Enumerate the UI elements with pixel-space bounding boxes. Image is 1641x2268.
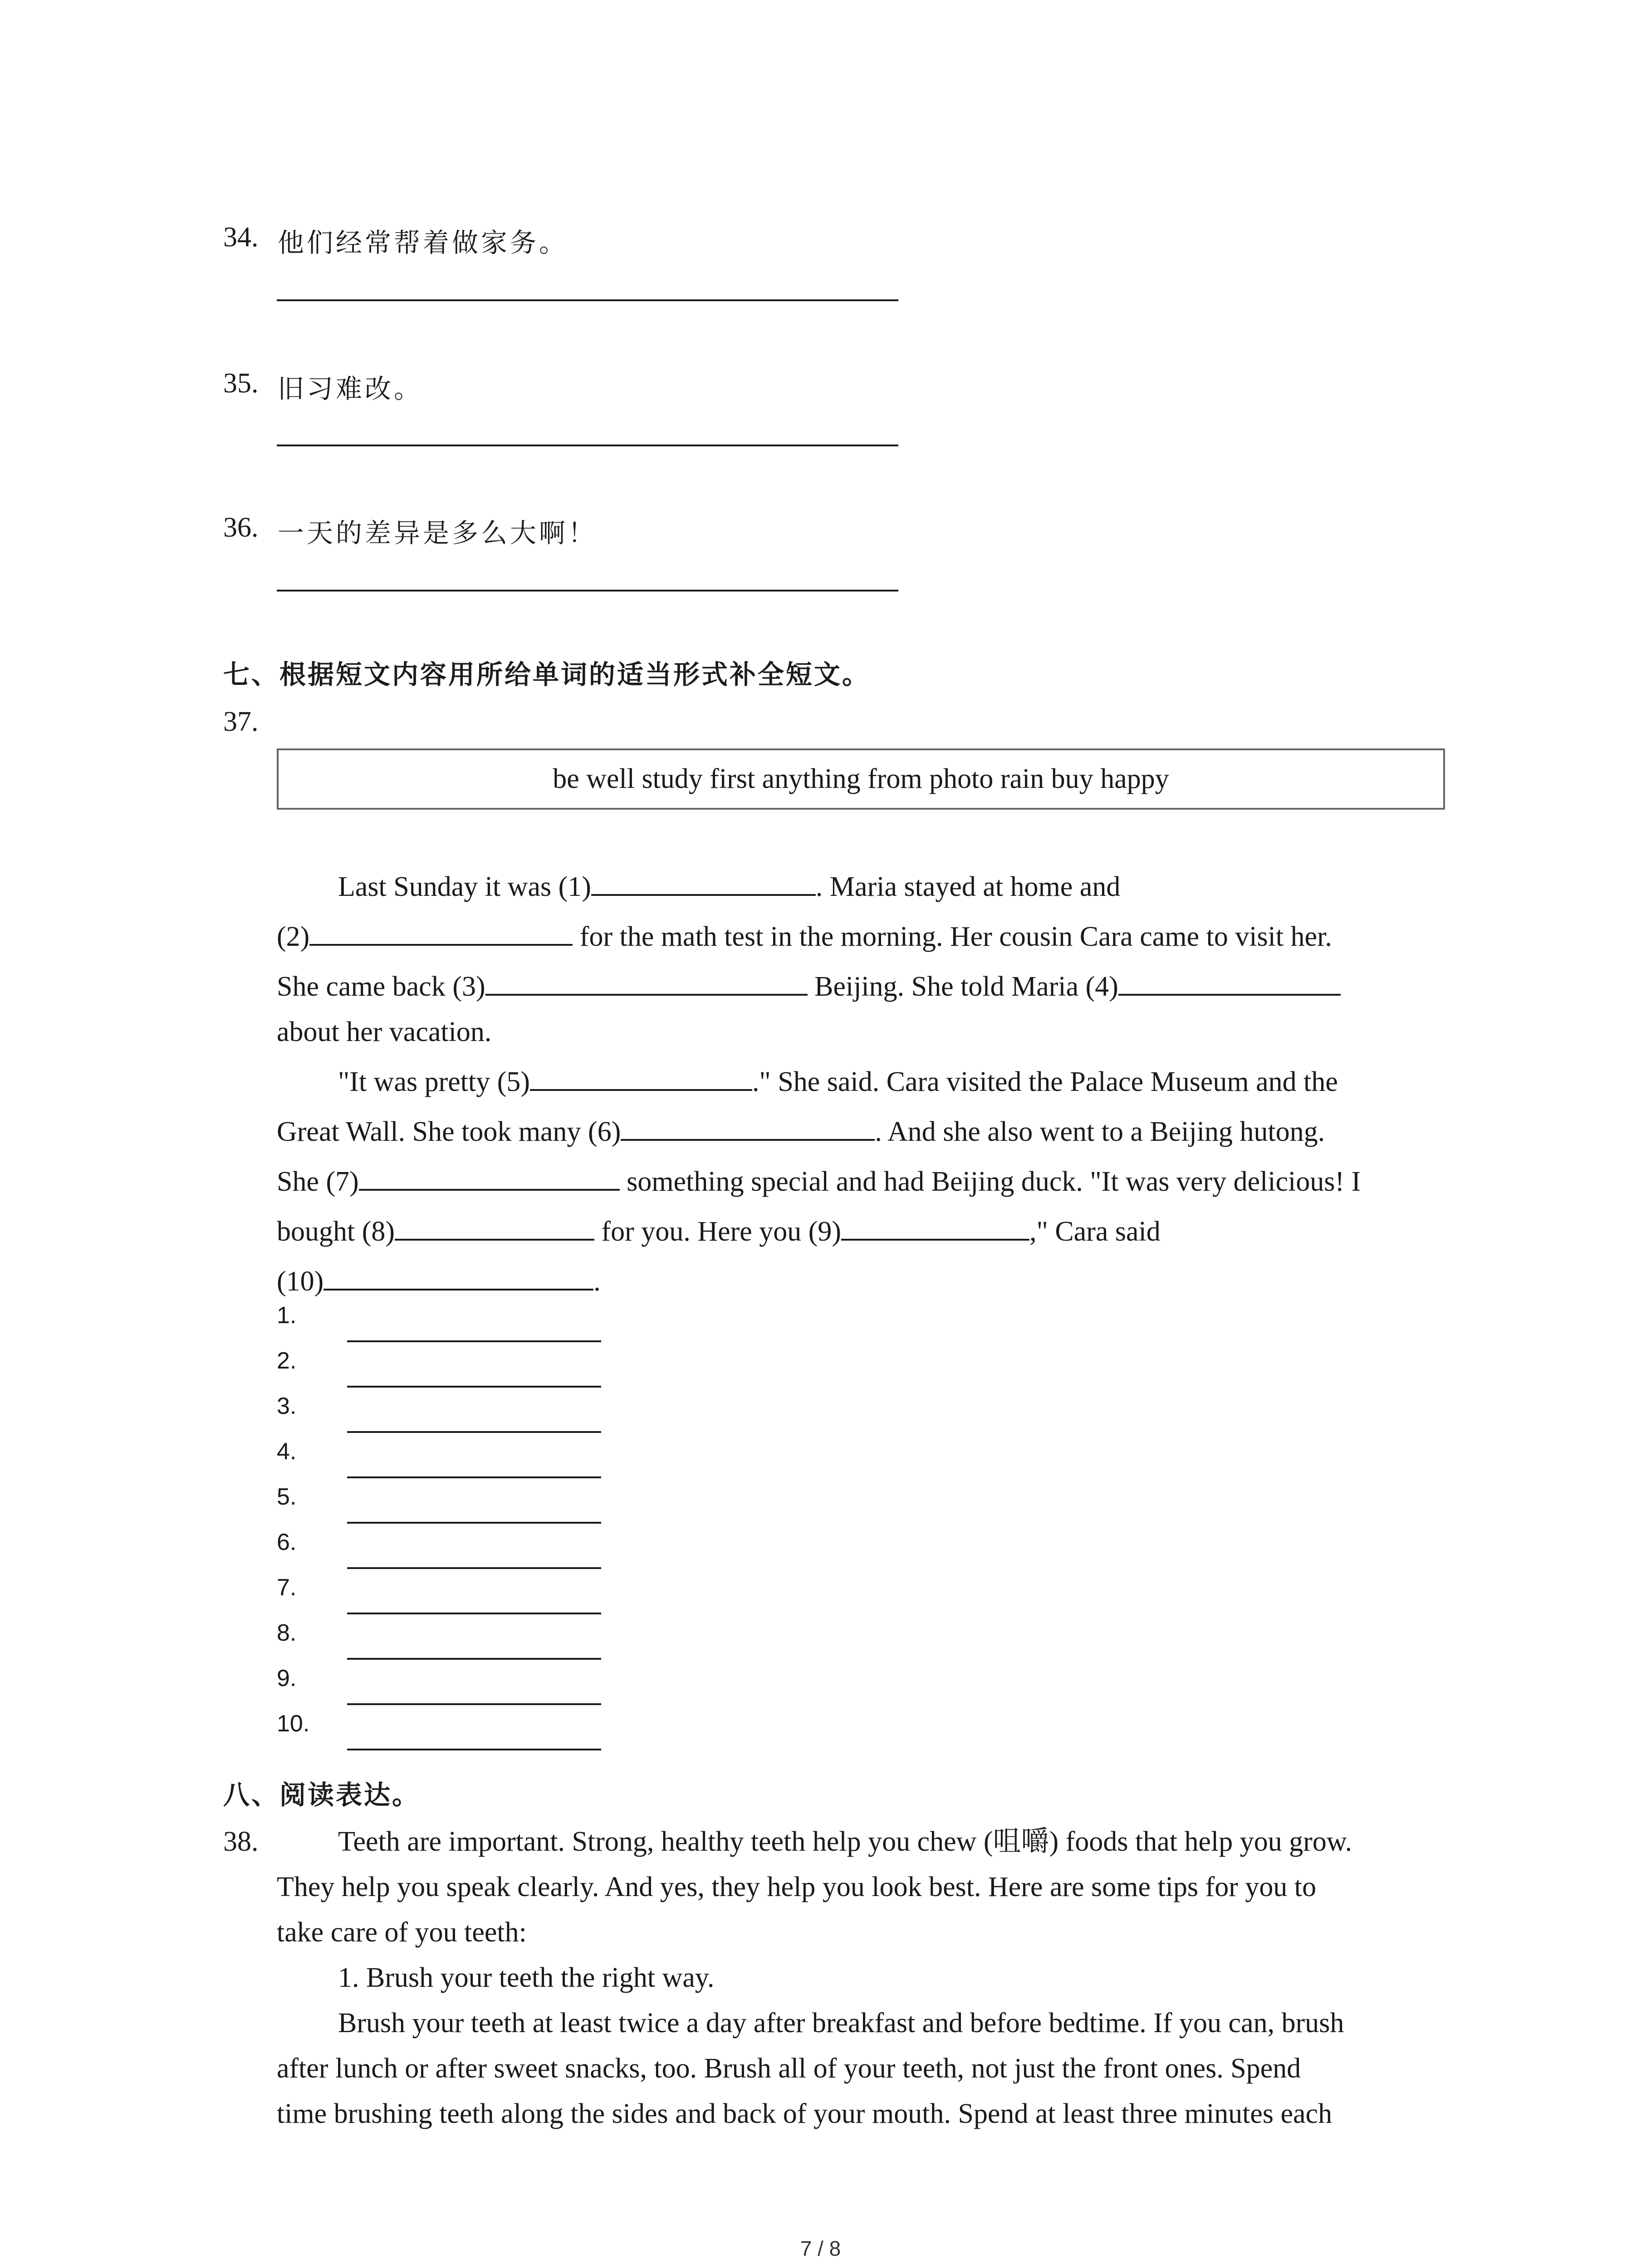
- passage-text: She came back (3): [277, 971, 485, 1002]
- answer-line[interactable]: [347, 1567, 601, 1569]
- answer-number: 8.: [277, 1620, 297, 1646]
- section-7-title: 七、根据短文内容用所给单词的适当形式补全短文。: [223, 659, 871, 690]
- passage-text: . Maria stayed at home and: [815, 871, 1121, 902]
- answer-number: 5.: [277, 1484, 297, 1510]
- blank-6[interactable]: [621, 1114, 875, 1141]
- answer-line[interactable]: [347, 1658, 601, 1660]
- passage-text: (2): [277, 921, 310, 952]
- passage-text: for the math test in the morning. Her cousin Cara came to visit her.: [573, 921, 1332, 952]
- blank-2[interactable]: [309, 919, 573, 946]
- answer-number: 9.: [277, 1665, 297, 1691]
- answer-number: 3.: [277, 1393, 297, 1419]
- passage-text: (10): [277, 1266, 324, 1297]
- reading-line: Teeth are important. Strong, healthy teeth help you chew (咀嚼) foods that help you grow.: [338, 1826, 1352, 1857]
- answer-number: 7.: [277, 1574, 297, 1601]
- answer-number: 6.: [277, 1529, 297, 1555]
- reading-line: Brush your teeth at least twice a day after breakfast and before bedtime. If you can, brush: [338, 2008, 1344, 2038]
- word-bank-text: be well study first anything from photo rain buy happy: [553, 763, 1169, 794]
- answer-line[interactable]: [347, 1613, 601, 1614]
- answer-line-36[interactable]: [277, 590, 898, 591]
- reading-line: time brushing teeth along the sides and back of your mouth. Spend at least three minutes each: [277, 2098, 1332, 2129]
- question-36-number: 36.: [223, 512, 259, 543]
- answer-line[interactable]: [347, 1749, 601, 1750]
- question-35-text: 旧习难改。: [278, 373, 423, 404]
- answer-line[interactable]: [347, 1703, 601, 1705]
- answer-number: 2.: [277, 1348, 297, 1374]
- blank-10[interactable]: [323, 1263, 593, 1290]
- passage-text: something special and had Beijing duck. "It was very delicious! I: [619, 1166, 1361, 1197]
- passage-line-8: [277, 1207, 1456, 1256]
- question-34-text: 他们经常帮着做家务。: [278, 227, 568, 258]
- answer-line[interactable]: [347, 1386, 601, 1388]
- passage-text: Great Wall. She took many (6): [277, 1116, 621, 1147]
- passage-text: ," Cara said: [1029, 1216, 1161, 1247]
- answer-line[interactable]: [347, 1476, 601, 1478]
- passage-text: She (7): [277, 1166, 359, 1197]
- passage-text: . And she also went to a Beijing hutong.: [875, 1116, 1325, 1147]
- passage-line-4: about her vacation.: [277, 1017, 492, 1047]
- reading-line: 1. Brush your teeth the right way.: [338, 1962, 715, 1993]
- section-8-title: 八、阅读表达。: [223, 1779, 421, 1810]
- question-34-number: 34.: [223, 222, 259, 253]
- passage-line-6: [277, 1107, 1456, 1157]
- page-number: 7 / 8: [800, 2237, 841, 2260]
- reading-line: They help you speak clearly. And yes, they help you look best. Here are some tips for you to: [277, 1872, 1317, 1902]
- answer-line-34[interactable]: [277, 299, 898, 301]
- question-35-number: 35.: [223, 368, 259, 399]
- blank-4[interactable]: [1118, 968, 1341, 996]
- question-36-text: 一天的差异是多么大啊！: [278, 518, 598, 548]
- passage-text: for you. Here you (9): [594, 1216, 842, 1247]
- answer-line-35[interactable]: [277, 445, 898, 446]
- passage-line-3: [277, 962, 1456, 1012]
- passage-line-9: [277, 1256, 1456, 1306]
- passage-line-2: [277, 912, 1456, 962]
- blank-5[interactable]: [530, 1064, 752, 1091]
- answer-number: 4.: [277, 1438, 297, 1465]
- blank-7[interactable]: [359, 1163, 620, 1191]
- passage-text: .: [593, 1266, 601, 1297]
- blank-8[interactable]: [395, 1213, 594, 1241]
- question-38-number: 38.: [223, 1826, 259, 1857]
- passage-line-1: [277, 862, 1456, 912]
- answer-number: 1.: [277, 1302, 297, 1329]
- answer-line[interactable]: [347, 1340, 601, 1342]
- blank-9[interactable]: [841, 1213, 1029, 1241]
- blank-3[interactable]: [485, 968, 808, 996]
- question-37-number: 37.: [223, 706, 259, 737]
- answer-line[interactable]: [347, 1522, 601, 1524]
- reading-line: take care of you teeth:: [277, 1917, 527, 1948]
- passage-text: "It was pretty (5): [338, 1066, 530, 1097]
- passage-text: ." She said. Cara visited the Palace Museum and the: [752, 1066, 1338, 1097]
- answer-number: 10.: [277, 1711, 310, 1737]
- passage-text: bought (8): [277, 1216, 395, 1247]
- passage-line-5: [277, 1057, 1456, 1107]
- passage-text: Beijing. She told Maria (4): [807, 971, 1118, 1002]
- passage-text: Last Sunday it was (1): [338, 871, 591, 902]
- answer-line[interactable]: [347, 1431, 601, 1433]
- passage-line-7: [277, 1157, 1456, 1207]
- reading-line: after lunch or after sweet snacks, too. Brush all of your teeth, not just the front ones. Spend: [277, 2053, 1301, 2084]
- word-bank-box: [277, 748, 1445, 810]
- blank-1[interactable]: [591, 869, 816, 896]
